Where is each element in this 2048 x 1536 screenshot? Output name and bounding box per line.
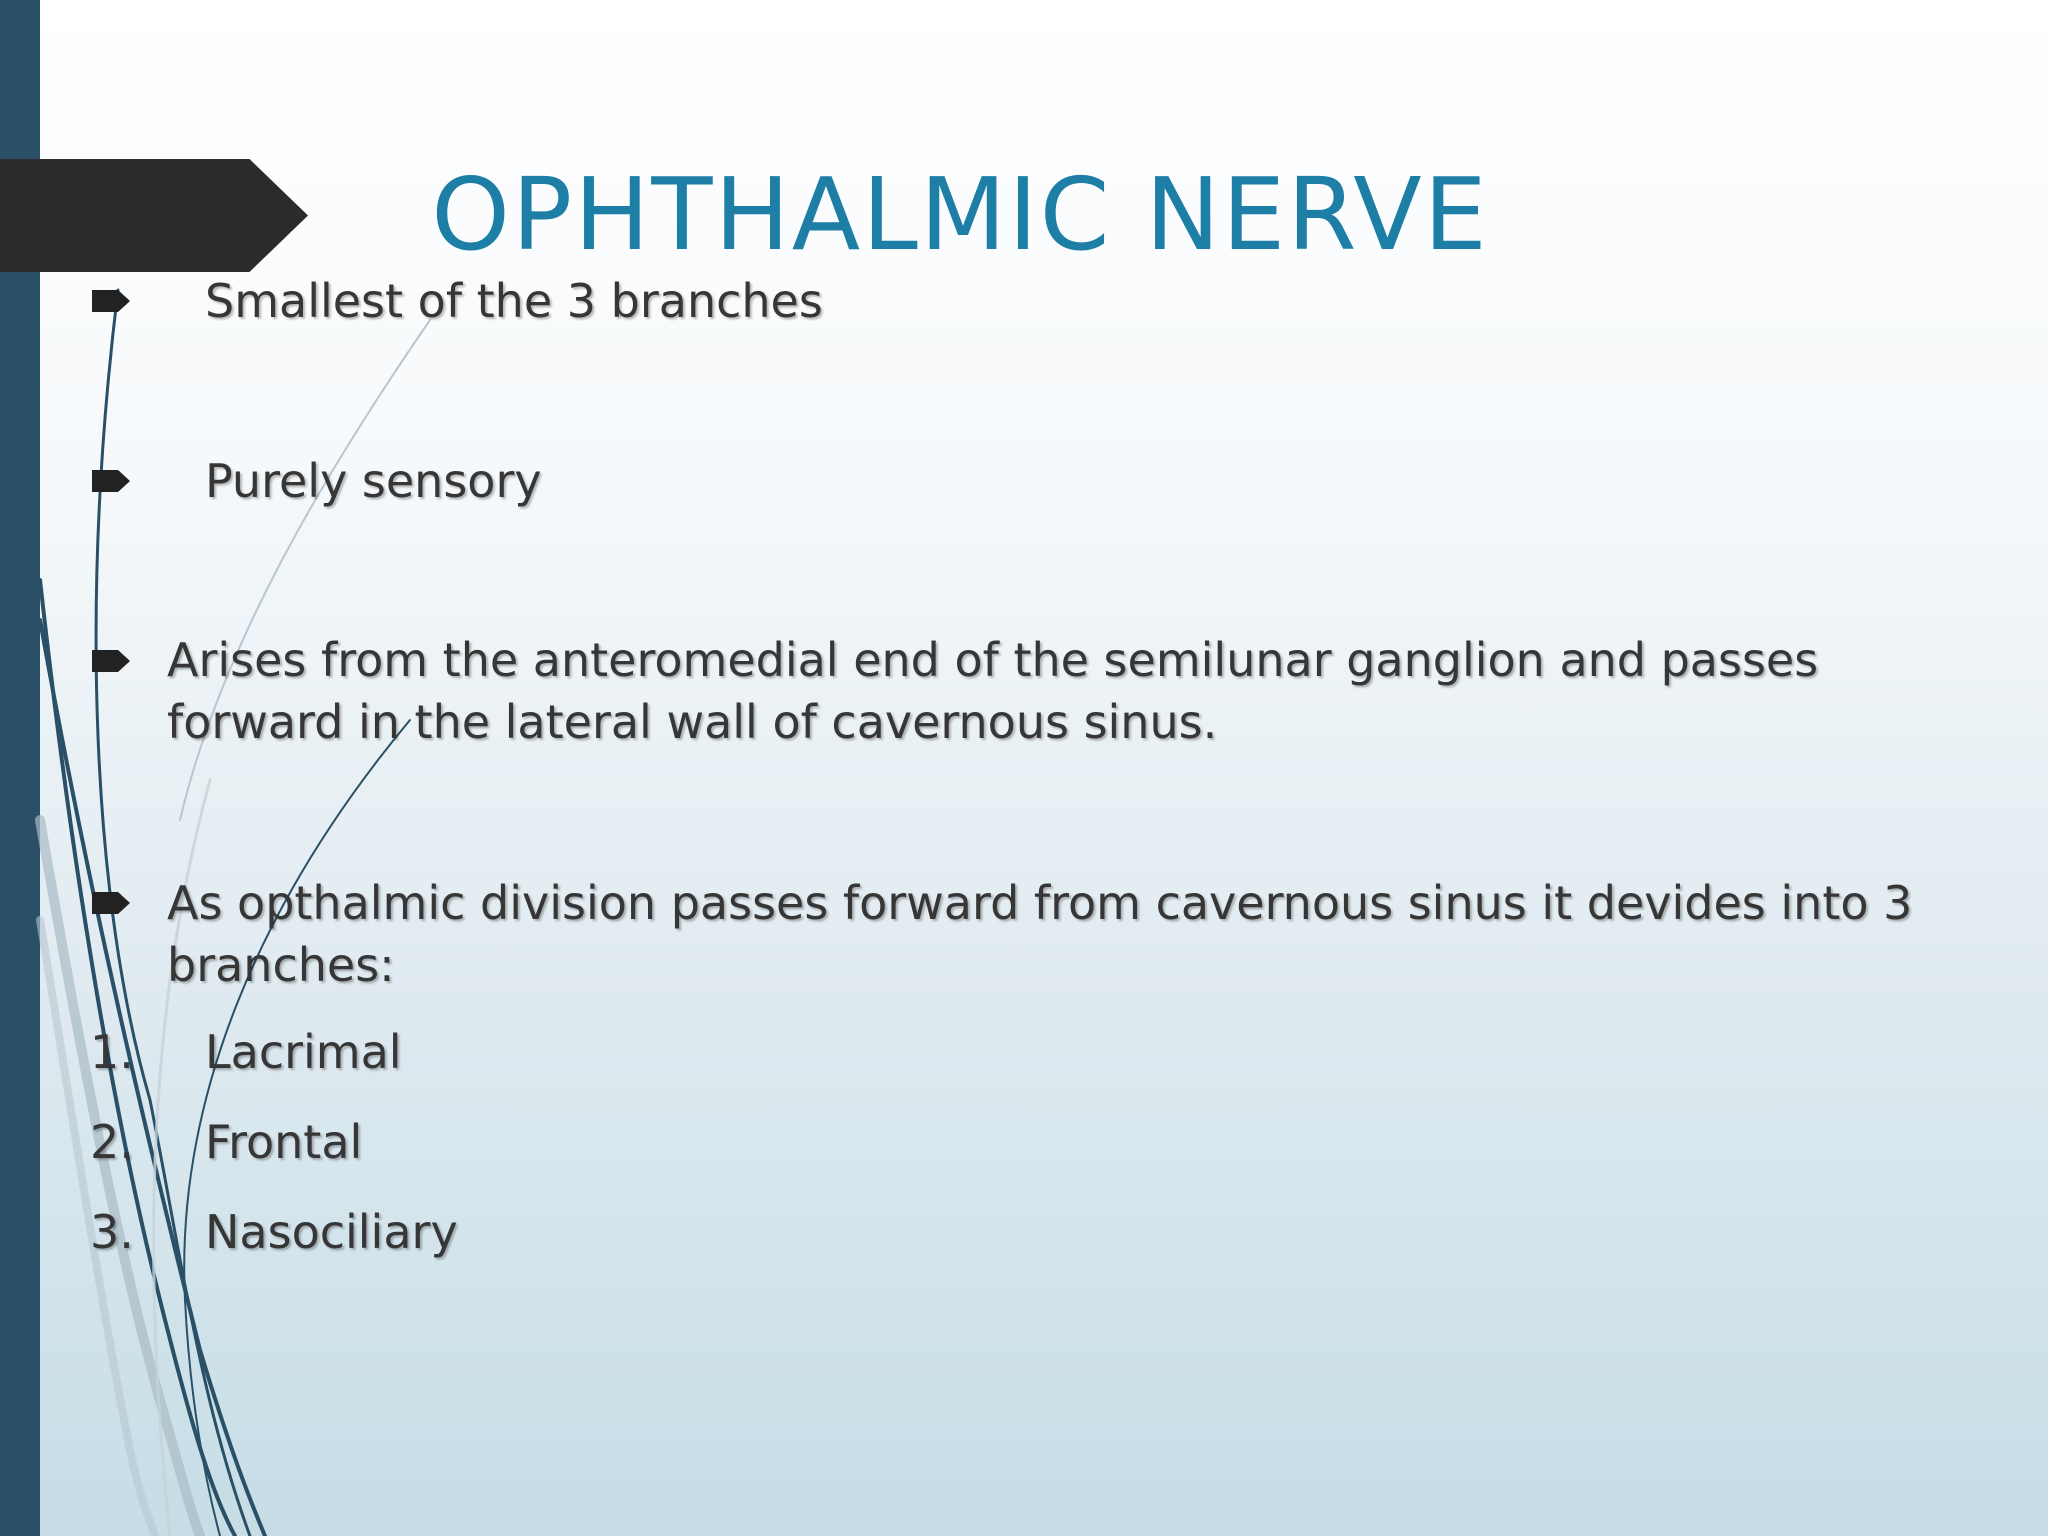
bullet-text-4: As opthalmic division passes forward from cavernous sinus it devides into 3 branches:	[167, 876, 1913, 992]
arrow-bullet-icon	[92, 468, 132, 494]
arrow-bullet-icon	[92, 288, 132, 314]
bullet-text-1: Smallest of the 3 branches	[205, 274, 823, 328]
list-item-nasociliary: Nasociliary	[205, 1205, 458, 1259]
bullet-text-3: Arises from the anteromedial end of the semilunar ganglion and passes forward in the lateral wall of cavernous sinus.	[167, 633, 1819, 749]
list-number-1: 1.	[90, 1025, 134, 1079]
title-arrow-shape	[0, 159, 308, 272]
bullet-text-2: Purely sensory	[205, 454, 542, 508]
list-number-2: 2.	[90, 1115, 134, 1169]
arrow-bullet-icon	[92, 890, 132, 916]
list-item-lacrimal: Lacrimal	[205, 1025, 402, 1079]
list-number-3: 3.	[90, 1205, 134, 1259]
slide-title: OPHTHALMIC NERVE	[431, 156, 1489, 273]
arrow-bullet-icon	[92, 648, 132, 674]
list-item-frontal: Frontal	[205, 1115, 363, 1169]
